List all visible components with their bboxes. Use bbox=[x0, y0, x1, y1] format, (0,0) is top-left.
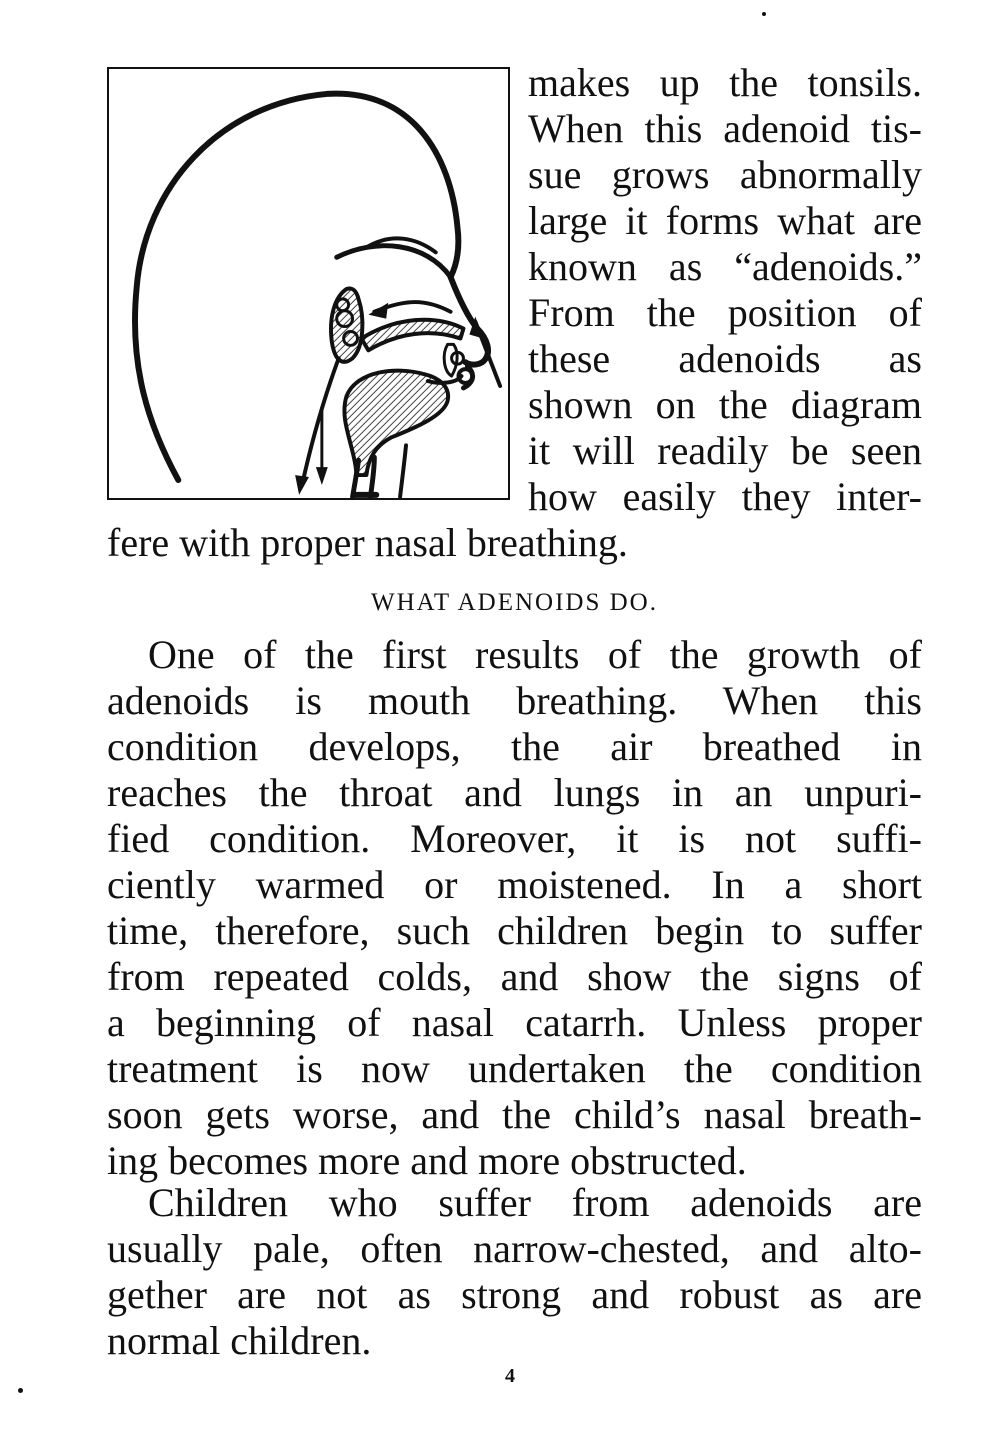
print-speck bbox=[762, 12, 766, 16]
paragraph-line: One of the first results of the growth of bbox=[148, 632, 922, 677]
wrapped-text-line: From the position of bbox=[528, 290, 922, 335]
continuation-line: fere with proper nasal breathing. bbox=[107, 520, 628, 565]
paragraph-line: treatment is now undertaken the condition bbox=[107, 1046, 922, 1091]
wrapped-text-line: When this adenoid tis- bbox=[528, 106, 922, 151]
wrapped-text-line: makes up the tonsils. bbox=[528, 60, 922, 105]
print-speck bbox=[18, 1388, 23, 1393]
paragraph-line: ciently warmed or moistened. In a short bbox=[107, 862, 922, 907]
wrapped-text-line: sue grows abnormally bbox=[528, 152, 922, 197]
section-heading: WHAT ADENOIDS DO. bbox=[370, 589, 658, 616]
wrapped-text-line: known as “adenoids.” bbox=[528, 244, 922, 289]
paragraph-line: condition develops, the air breathed in bbox=[107, 724, 922, 769]
paragraph-line: adenoids is mouth breathing. When this bbox=[107, 678, 922, 723]
page-number: 4 bbox=[505, 1365, 515, 1387]
paragraph-line: reaches the throat and lungs in an unpuri- bbox=[107, 770, 922, 815]
head-diagram-figure bbox=[107, 67, 510, 500]
wrapped-text-line: large it forms what are bbox=[528, 198, 922, 243]
paragraph-line: time, therefore, such children begin to suffer bbox=[107, 908, 922, 953]
wrapped-text-line: shown on the diagram bbox=[528, 382, 922, 427]
head-cross-section-diagram-icon bbox=[109, 69, 508, 498]
wrapped-text-line: it will readily be seen bbox=[528, 428, 922, 473]
wrapped-text-line: these adenoids as bbox=[528, 336, 922, 381]
paragraph-line: a beginning of nasal catarrh. Unless proper bbox=[107, 1000, 922, 1045]
wrapped-text-line: how easily they inter- bbox=[528, 474, 922, 519]
paragraph-line: normal children. bbox=[107, 1318, 372, 1363]
paragraph-line: fied condition. Moreover, it is not suffi- bbox=[107, 816, 922, 861]
paragraph-line: soon gets worse, and the child’s nasal breath- bbox=[107, 1092, 922, 1137]
paragraph-line: ing becomes more and more obstructed. bbox=[107, 1138, 747, 1183]
paragraph-line: from repeated colds, and show the signs of bbox=[107, 954, 922, 999]
paragraph-line: usually pale, often narrow-chested, and alto- bbox=[107, 1226, 922, 1271]
paragraph-line: gether are not as strong and robust as are bbox=[107, 1272, 922, 1317]
paragraph-line: Children who suffer from adenoids are bbox=[148, 1180, 922, 1225]
